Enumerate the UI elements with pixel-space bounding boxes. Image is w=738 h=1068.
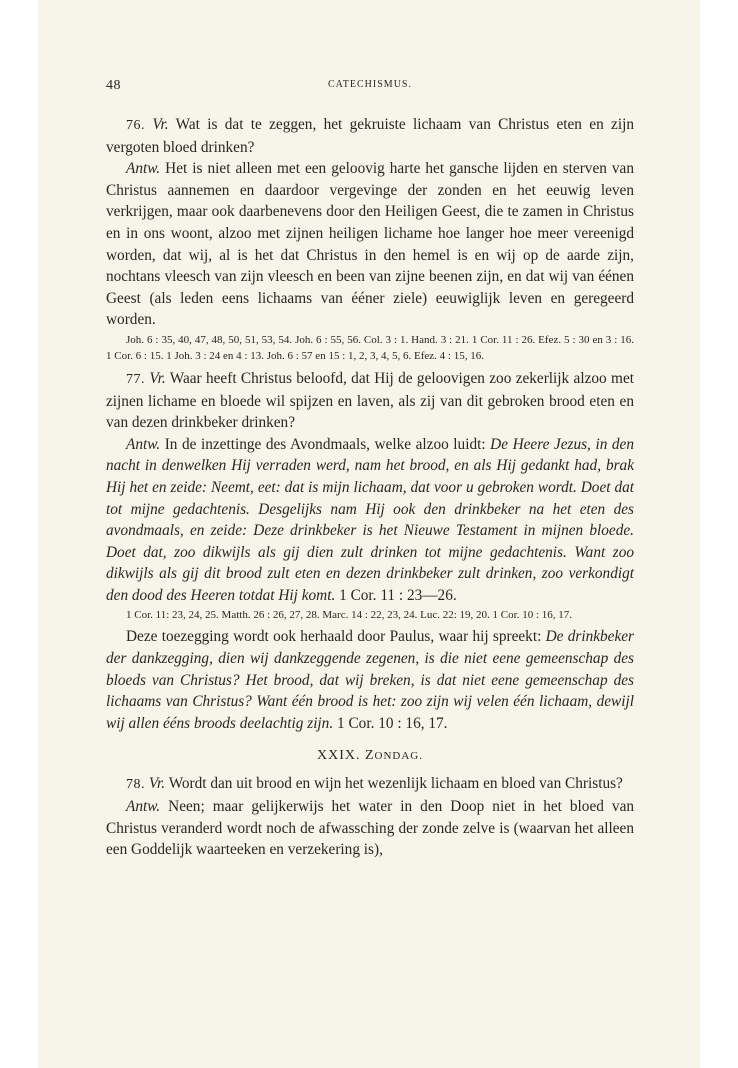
quote-citation: 1 Cor. 11 : 23—26. [339,586,457,604]
scripture-references-77: 1 Cor. 11: 23, 24, 25. Matth. 26 : 26, 27, 28. Marc. 14 : 22, 23, 24. Luc. 22: 19, 20. 1 Cor. 10 : 16, 17. [126,609,572,622]
antwoord-label: Antw. [126,435,161,453]
page-header [106,78,634,98]
paulus-intro: Deze toezegging wordt ook herhaald door Paulus, waar hij spreekt: [126,628,542,646]
paulus-paragraph [106,626,634,734]
running-title: CATECHISMUS. [328,79,412,90]
question-number: 77. [126,371,145,387]
section-title-rest: ONDAG. [374,750,424,763]
question-number: 78. [126,777,145,793]
vraag-label: Vr. [148,775,166,793]
question-76 [106,114,634,158]
answer-text: Het is niet alleen met een geloovig harte het gansche lijden en sterven van Christus aannemen en daardoor vergevinge der zonden en het eeuwig leven verkrijgen, maar ook daarbenevens door den Heiligen Geest, die te zamen in Christus en in ons woont, alzoo met zijnen heiligen lichame hoe langer hoe meer vereenigd worden, dat wij, al is het dat Christus in den hemel is en wij op de aarde zijn, nochtans vleesch van zijn vleesch en been van zijne beenen zijn, en dat wij van éénen Geest (als leden eens lichaams van ééner ziele) eeuwiglijk leven en geregeerd worden. [106,160,634,329]
institution-quote: De Heere Jezus, in den nacht in denwelken Hij verraden werd, nam het brood, en als Hij gedankt had, brak Hij het en zeide: Neemt, eet: dat is mijn lichaam, dat voor u gebroken wordt. Doet dat tot mijne gedachtenis. Desgelijks nam Hij ook den drinkbeker na het eten des avondmaals, en zeide: Deze drinkbeker is het Nieuwe Testament in mijnen bloede. Doet dat, zoo dikwijls als gij dien zult drinken tot mijne gedachtenis. Want zoo dikwijls als gij dit brood zult eten en dezen drinkbeker zult drinken, zoo verkondigt den dood des Heeren totdat Hij komt. [106,435,634,604]
page-body [106,114,634,861]
section-numeral: XXIX. [316,748,361,764]
answer-intro: In de inzettinge des Avondmaals, welke alzoo luidt: [164,435,486,453]
question-number: 76. [126,118,145,133]
question-77 [106,368,634,434]
section-title-initial: Z [364,748,375,764]
vraag-label: Vr. [149,369,166,387]
paulus-citation: 1 Cor. 10 : 16, 17. [337,714,448,732]
book-page [38,0,700,1068]
section-title [365,748,423,763]
question-text: Waar heeft Christus beloofd, dat Hij de geloovigen zoo zekerlijk alzoo met zijnen lichame en bloede wil spijzen en laven, als zij van dit gebroken brood eten en van dezen drinkbeker drinken? [106,369,634,432]
answer-text: Neen; maar gelijkerwijs het water in den Doop niet in het bloed van Christus veranderd wordt noch de afwassching der zonde zelve is (waarvan het alleen een Goddelijk waarteeken en verzekering is), [106,798,635,859]
scripture-references-76: Joh. 6 : 35, 40, 47, 48, 50, 51, 53, 54. Joh. 6 : 55, 56. Col. 3 : 1. Hand. 3 : 21. 1 Cor. 11 : 26. Efez. 5 : 30 en 3 : 16. 1 Cor. 6 : 15. 1 Joh. 3 : 24 en 4 : 13. Joh. 6 : 57 en 15 : 1, 2, 3, 4, 5, 6. Efez. 4 : 15, 16. [106,333,634,362]
vraag-label: Vr. [152,116,169,133]
page-number: 48 [106,78,121,93]
answer-76 [106,158,634,331]
question-text: Wat is dat te zeggen, het gekruiste lichaam van Christus eten en zijn vergoten bloed drinken? [106,116,634,156]
answer-78 [106,796,634,861]
question-text: Wordt dan uit brood en wijn het wezenlijk lichaam en bloed van Christus? [168,775,623,793]
section-heading [106,748,634,764]
antwoord-label: Antw. [126,798,161,816]
antwoord-label: Antw. [126,160,161,178]
answer-77 [106,434,634,607]
paulus-quote: De drinkbeker der dankzegging, dien wij dankzeggende zegenen, is die niet eene gemeenschap des bloeds van Christus? Het brood, dat wij breken, is dat niet eene gemeenschap des lichaams van Christus? Want één brood is het: zoo zijn wij velen één lichaam, dewijl wij allen ééns broods deelachtig zijn. [106,628,635,732]
question-78 [106,773,634,796]
